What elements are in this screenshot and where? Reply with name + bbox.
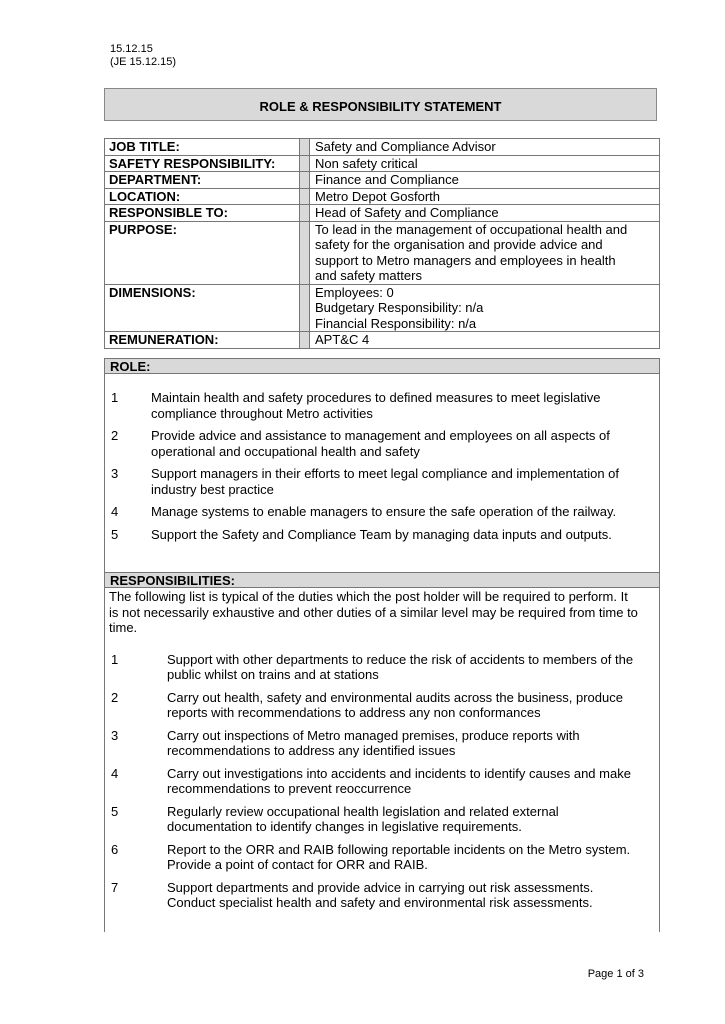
info-value-line: Budgetary Responsibility: n/a — [315, 300, 484, 315]
role-item-number: 2 — [111, 428, 119, 443]
responsibility-item-line: recommendations to address any identified issues — [167, 743, 456, 758]
document-title-text: ROLE & RESPONSIBILITY STATEMENT — [259, 99, 502, 114]
role-item-text — [151, 428, 649, 459]
role-item — [105, 428, 659, 459]
responsibility-item-text — [167, 842, 651, 873]
info-value — [310, 332, 660, 349]
responsibility-item-number: 5 — [111, 803, 119, 819]
info-value-line: and safety matters — [315, 268, 422, 283]
intro-line: time. — [109, 620, 138, 635]
job-info-table — [104, 138, 660, 349]
responsibility-item-line: Provide a point of contact for ORR and RAIB. — [167, 857, 428, 872]
role-item-text — [151, 390, 649, 421]
responsibility-item-number: 1 — [111, 651, 119, 667]
responsibility-item-number: 3 — [111, 727, 119, 743]
info-value-line: Employees: 0 — [315, 284, 394, 300]
info-value-line: Safety and Compliance Advisor — [315, 139, 496, 154]
info-label: PURPOSE: — [105, 221, 300, 284]
responsibility-item-number: 2 — [111, 689, 119, 705]
intro-line: The following list is typical of the duties which the post holder will be required to perform. It — [109, 589, 628, 604]
info-label: JOB TITLE: — [105, 139, 300, 156]
info-row — [105, 155, 660, 172]
info-value — [310, 284, 660, 332]
info-value-line: Non safety critical — [315, 155, 418, 171]
info-value — [310, 188, 660, 205]
role-heading: ROLE: — [104, 358, 660, 374]
info-value-line: To lead in the management of occupational health and — [315, 221, 628, 237]
role-item-number: 3 — [111, 466, 119, 481]
role-section — [104, 358, 660, 572]
responsibility-item-text — [167, 690, 651, 721]
info-value — [310, 155, 660, 172]
responsibility-item — [105, 652, 659, 683]
info-row — [105, 139, 660, 156]
info-label: DIMENSIONS: — [105, 284, 300, 332]
responsibility-item-number: 6 — [111, 841, 119, 857]
info-label: REMUNERATION: — [105, 332, 300, 349]
info-spacer — [300, 205, 310, 222]
header-date: 15.12.15 — [110, 43, 153, 55]
responsibilities-section — [104, 572, 660, 932]
info-value-line: Head of Safety and Compliance — [315, 205, 499, 220]
info-row — [105, 172, 660, 189]
responsibilities-heading: RESPONSIBILITIES: — [104, 572, 660, 588]
responsibility-item — [105, 766, 659, 797]
info-spacer — [300, 332, 310, 349]
document-title — [104, 88, 657, 121]
info-row — [105, 284, 660, 332]
responsibility-item-line: documentation to identify changes in legislative requirements. — [167, 819, 522, 834]
info-spacer — [300, 221, 310, 284]
info-value-line: Finance and Compliance — [315, 172, 459, 187]
role-item-number: 4 — [111, 504, 119, 519]
responsibility-item-line: Regularly review occupational health legislation and related external — [167, 803, 559, 819]
responsibility-item-text — [167, 728, 651, 759]
info-value — [310, 221, 660, 284]
responsibilities-list — [105, 636, 659, 911]
info-value-line: safety for the organisation and provide advice and — [315, 237, 603, 252]
info-value — [310, 172, 660, 189]
responsibility-item-line: Support with other departments to reduce the risk of accidents to members of the — [167, 651, 634, 667]
responsibility-item-text — [167, 766, 651, 797]
responsibility-item — [105, 880, 659, 911]
responsibility-item-line: Support departments and provide advice in carrying out risk assessments. — [167, 879, 594, 895]
info-value — [310, 205, 660, 222]
responsibility-item — [105, 728, 659, 759]
role-item — [105, 390, 659, 421]
responsibility-item-number: 4 — [111, 765, 119, 781]
info-label: LOCATION: — [105, 188, 300, 205]
responsibility-item-line: Carry out health, safety and environmental audits across the business, produce — [167, 689, 623, 705]
responsibility-item-line: Carry out investigations into accidents and incidents to identify causes and make — [167, 765, 631, 781]
page-number: Page 1 of 3 — [587, 968, 644, 980]
info-value-line: Metro Depot Gosforth — [315, 188, 440, 204]
responsibilities-intro — [105, 588, 659, 636]
info-spacer — [300, 188, 310, 205]
responsibility-item-text — [167, 652, 651, 683]
responsibility-item-line: Report to the ORR and RAIB following reportable incidents on the Metro system. — [167, 841, 631, 857]
role-item-line: compliance throughout Metro activities — [151, 405, 373, 421]
role-item-line: Provide advice and assistance to management and employees on all aspects of — [151, 428, 610, 443]
info-value-line: APT&C 4 — [315, 332, 370, 347]
role-item-text — [151, 466, 649, 497]
responsibility-item-line: public whilst on trains and at stations — [167, 667, 379, 682]
role-item-line: Maintain health and safety procedures to defined measures to meet legislative — [151, 390, 601, 405]
role-item-line: industry best practice — [151, 481, 274, 497]
role-item — [105, 504, 659, 520]
role-item-text — [151, 527, 649, 543]
responsibility-item-line: Carry out inspections of Metro managed premises, produce reports with — [167, 727, 580, 743]
info-row — [105, 332, 660, 349]
header-reference: (JE 15.12.15) — [110, 56, 177, 68]
info-row — [105, 205, 660, 222]
info-value-line: Financial Responsibility: n/a — [315, 315, 477, 331]
responsibility-item-number: 7 — [111, 879, 119, 895]
document-header — [110, 43, 176, 69]
responsibility-item-line: reports with recommendations to address any non conformances — [167, 705, 541, 720]
role-item — [105, 527, 659, 543]
responsibility-item-text — [167, 880, 651, 911]
info-label: SAFETY RESPONSIBILITY: — [105, 155, 300, 172]
role-item-text — [151, 504, 649, 520]
role-item-number: 1 — [111, 390, 119, 405]
role-item — [105, 466, 659, 497]
info-spacer — [300, 155, 310, 172]
info-label: DEPARTMENT: — [105, 172, 300, 189]
role-list — [105, 374, 659, 542]
info-spacer — [300, 284, 310, 332]
info-row — [105, 221, 660, 284]
responsibility-item-line: Conduct specialist health and safety and environmental risk assessments. — [167, 895, 593, 910]
role-item-line: Manage systems to enable managers to ensure the safe operation of the railway. — [151, 504, 617, 519]
responsibility-item-text — [167, 804, 651, 835]
responsibility-item — [105, 842, 659, 873]
role-item-number: 5 — [111, 526, 119, 542]
info-spacer — [300, 139, 310, 156]
role-item-line: Support managers in their efforts to meet legal compliance and implementation of — [151, 466, 620, 481]
info-label: RESPONSIBLE TO: — [105, 205, 300, 222]
info-value-line: support to Metro managers and employees in health — [315, 252, 616, 268]
responsibility-item-line: recommendations to prevent reoccurrence — [167, 781, 412, 796]
responsibility-item — [105, 804, 659, 835]
role-item-line: Support the Safety and Compliance Team by managing data inputs and outputs. — [151, 526, 612, 542]
info-value — [310, 139, 660, 156]
intro-line: is not necessarily exhaustive and other duties of a similar level may be required from time to — [109, 604, 638, 620]
role-item-line: operational and occupational health and safety — [151, 443, 420, 459]
info-spacer — [300, 172, 310, 189]
responsibility-item — [105, 690, 659, 721]
info-row — [105, 188, 660, 205]
